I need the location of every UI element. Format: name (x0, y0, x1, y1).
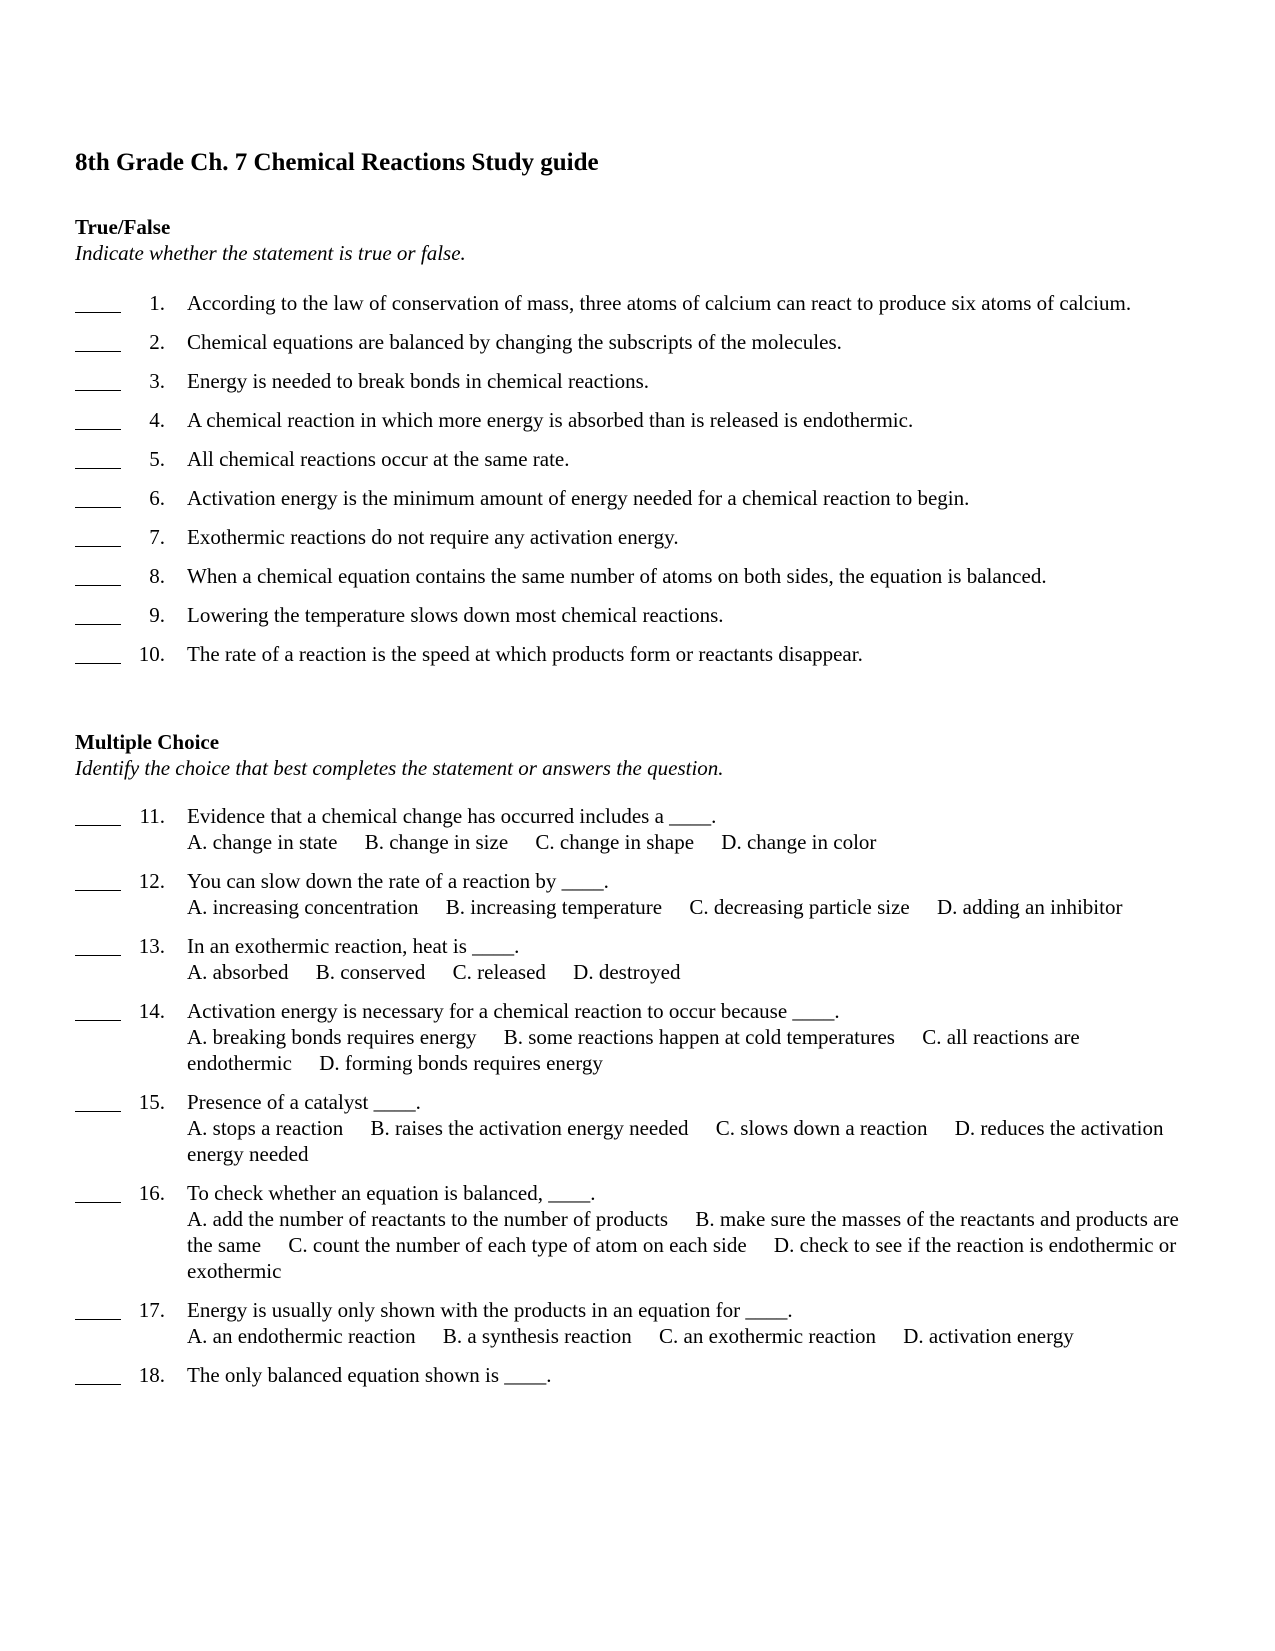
question-number: 12. (138, 869, 165, 893)
answer-choices (187, 959, 1205, 985)
question-body (187, 803, 1205, 855)
multiple-choice-section-header (75, 729, 1205, 781)
question-text: Chemical equations are balanced by changing the subscripts of the molecules. (187, 330, 842, 354)
answer-choice: B. some reactions happen at cold temperatures (503, 1025, 895, 1049)
multiple-choice-question (75, 1180, 1205, 1284)
answer-choices (187, 1024, 1205, 1076)
question-text: The rate of a reaction is the speed at which products form or reactants disappear. (187, 642, 863, 666)
question-text: Activation energy is necessary for a chemical reaction to occur because ____. (187, 999, 840, 1023)
question-number: 15. (138, 1090, 165, 1114)
multiple-choice-question (75, 1297, 1205, 1349)
answer-choices (187, 1115, 1205, 1167)
answer-choice: A. absorbed (187, 960, 289, 984)
question-body (187, 524, 1205, 550)
answer-choice: C. count the number of each type of atom on each side (288, 1233, 747, 1257)
page-title: 8th Grade Ch. 7 Chemical Reactions Study guide (75, 149, 599, 176)
question-body (187, 1089, 1205, 1167)
answer-choices (187, 829, 1205, 855)
question-number: 1. (149, 291, 165, 315)
question-body (187, 290, 1205, 316)
multiple-choice-question-list (75, 803, 1205, 1401)
true-false-question (75, 329, 1205, 355)
multiple-choice-question (75, 1089, 1205, 1167)
answer-choice: A. an endothermic reaction (187, 1324, 416, 1348)
answer-choice: C. slows down a reaction (715, 1116, 928, 1140)
question-body (187, 1180, 1205, 1284)
question-body (187, 485, 1205, 511)
answer-choice: C. released (452, 960, 546, 984)
true-false-question (75, 446, 1205, 472)
multiple-choice-question (75, 803, 1205, 855)
true-false-question (75, 290, 1205, 316)
answer-choice: A. change in state (187, 830, 338, 854)
answer-choice: D. change in color (721, 830, 877, 854)
answer-choices (187, 1206, 1205, 1284)
answer-choice: D. destroyed (573, 960, 681, 984)
question-number: 16. (138, 1181, 165, 1205)
question-number: 4. (149, 408, 165, 432)
multiple-choice-heading: Multiple Choice (75, 730, 220, 754)
answer-choice: B. conserved (315, 960, 426, 984)
multiple-choice-question (75, 868, 1205, 920)
question-body (187, 641, 1205, 667)
true-false-question (75, 407, 1205, 433)
question-body (187, 1297, 1205, 1349)
answer-choices (187, 1323, 1205, 1349)
answer-choice: C. decreasing particle size (689, 895, 910, 919)
question-number: 2. (149, 330, 165, 354)
true-false-question (75, 563, 1205, 589)
question-text: To check whether an equation is balanced, ____. (187, 1181, 596, 1205)
multiple-choice-question (75, 998, 1205, 1076)
question-number: 8. (149, 564, 165, 588)
answer-choice: D. adding an inhibitor (936, 895, 1123, 919)
question-body (187, 868, 1205, 920)
answer-choice: D. check to see if the reaction is endothermic or exothermic (187, 1233, 1177, 1283)
answer-choice: B. make sure the masses of the reactants and products are the same (187, 1207, 1179, 1257)
answer-choice: A. stops a reaction (187, 1116, 344, 1140)
question-body (187, 407, 1205, 433)
question-text: You can slow down the rate of a reaction by ____. (187, 869, 609, 893)
question-body (187, 446, 1205, 472)
question-body (187, 1362, 1205, 1388)
question-text: A chemical reaction in which more energy is absorbed than is released is endothermic. (187, 408, 914, 432)
question-number: 13. (138, 934, 165, 958)
question-number: 11. (139, 804, 165, 828)
answer-choices (187, 894, 1205, 920)
question-number: 18. (138, 1363, 165, 1387)
multiple-choice-question (75, 1362, 1205, 1388)
answer-choice: D. reduces the activation energy needed (187, 1116, 1164, 1166)
question-body (187, 998, 1205, 1076)
true-false-question-list (75, 290, 1205, 680)
question-body (187, 933, 1205, 985)
multiple-choice-instructions: Identify the choice that best completes the statement or answers the question. (75, 756, 724, 780)
answer-choice: B. increasing temperature (445, 895, 663, 919)
question-text: Activation energy is the minimum amount of energy needed for a chemical reaction to begin. (187, 486, 970, 510)
answer-choice: D. activation energy (903, 1324, 1074, 1348)
answer-choice: B. raises the activation energy needed (370, 1116, 689, 1140)
question-text: Lowering the temperature slows down most chemical reactions. (187, 603, 724, 627)
answer-choice: C. change in shape (535, 830, 695, 854)
question-text: Exothermic reactions do not require any activation energy. (187, 525, 679, 549)
true-false-instructions: Indicate whether the statement is true or false. (75, 241, 466, 265)
question-body (187, 368, 1205, 394)
question-number: 10. (138, 642, 165, 666)
question-number: 14. (138, 999, 165, 1023)
answer-choice: A. add the number of reactants to the number of products (187, 1207, 669, 1231)
question-number: 17. (138, 1298, 165, 1322)
answer-choice: C. an exothermic reaction (659, 1324, 876, 1348)
question-text: All chemical reactions occur at the same rate. (187, 447, 570, 471)
true-false-question (75, 524, 1205, 550)
question-text: Evidence that a chemical change has occurred includes a ____. (187, 804, 717, 828)
true-false-question (75, 641, 1205, 667)
answer-choice: B. a synthesis reaction (442, 1324, 632, 1348)
question-body (187, 563, 1205, 589)
true-false-question (75, 602, 1205, 628)
answer-choice: C. all reactions are endothermic (187, 1025, 1080, 1075)
question-number: 7. (149, 525, 165, 549)
true-false-question (75, 485, 1205, 511)
multiple-choice-question (75, 933, 1205, 985)
question-text: When a chemical equation contains the same number of atoms on both sides, the equation is balanced. (187, 564, 1047, 588)
question-body (187, 602, 1205, 628)
question-text: In an exothermic reaction, heat is ____. (187, 934, 520, 958)
question-number: 5. (149, 447, 165, 471)
true-false-heading: True/False (75, 215, 171, 239)
question-text: The only balanced equation shown is ____. (187, 1363, 552, 1387)
question-number: 9. (149, 603, 165, 627)
question-number: 6. (149, 486, 165, 510)
answer-choice: A. breaking bonds requires energy (187, 1025, 477, 1049)
question-text: Presence of a catalyst ____. (187, 1090, 421, 1114)
answer-choice: D. forming bonds requires energy (319, 1051, 603, 1075)
true-false-question (75, 368, 1205, 394)
true-false-section-header (75, 214, 1205, 266)
answer-choice: B. change in size (364, 830, 509, 854)
question-body (187, 329, 1205, 355)
question-number: 3. (149, 369, 165, 393)
question-text: According to the law of conservation of mass, three atoms of calcium can react to produce six atoms of calcium. (187, 291, 1132, 315)
question-text: Energy is usually only shown with the products in an equation for ____. (187, 1298, 793, 1322)
question-text: Energy is needed to break bonds in chemical reactions. (187, 369, 650, 393)
answer-choice: A. increasing concentration (187, 895, 419, 919)
